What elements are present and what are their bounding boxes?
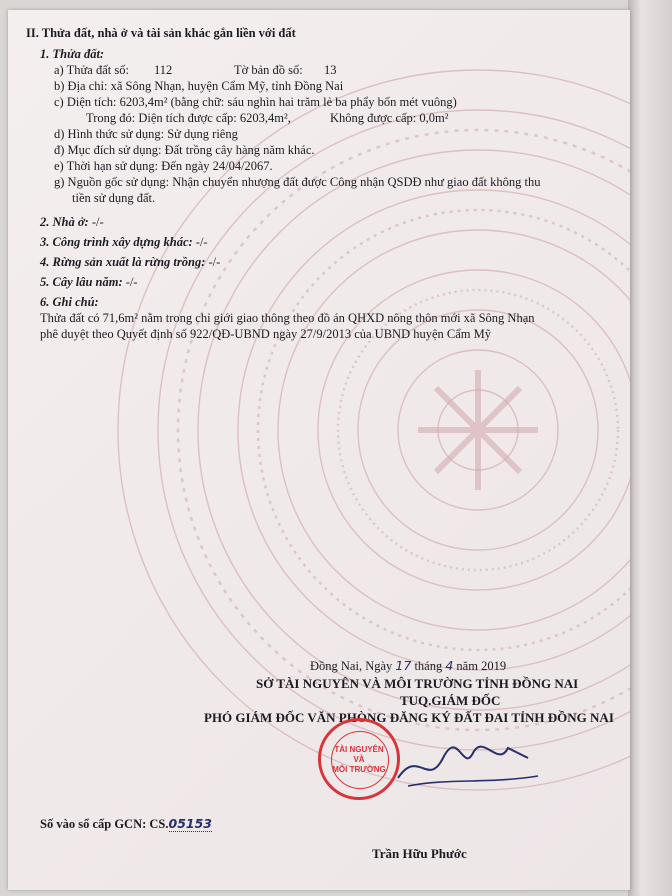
- section-title: II. Thửa đất, nhà ở và tài sản khác gắn liền với đất: [26, 26, 296, 40]
- item-other-construction: 3. Công trình xây dựng khác: -/-: [40, 235, 208, 249]
- notes-line-1: Thửa đất có 71,6m² nằm trong chỉ giới giao thông theo đồ án QHXD nông thôn mới xã Sông Nhạn: [40, 311, 535, 325]
- authorization-role: TUQ.GIÁM ĐỐC: [400, 693, 501, 708]
- signature-scribble-icon: [388, 728, 548, 798]
- map-sheet-label: Tờ bản đồ số:: [234, 63, 303, 77]
- issuing-org: SỞ TÀI NGUYÊN VÀ MÔI TRƯỜNG TỈNH ĐỒNG NAI: [256, 676, 579, 691]
- item-planted-forest: 4. Rừng sản xuất là rừng trồng: -/-: [40, 255, 221, 269]
- registry-number: Số vào sổ cấp GCN: CS.05153: [40, 816, 212, 831]
- origin-line-1: g) Nguồn gốc sử dụng: Nhận chuyển nhượng đất được Công nhận QSDĐ như giao đất không thu: [54, 175, 541, 189]
- usage-purpose-line: đ) Mục đích sử dụng: Đất trồng cây hàng năm khác.: [54, 143, 315, 157]
- item-house: 2. Nhà ở: -/-: [40, 215, 104, 229]
- notes-heading: 6. Ghi chú:: [40, 295, 99, 309]
- origin-line-2: tiền sử dụng đất.: [72, 191, 156, 205]
- map-sheet-value: 13: [324, 63, 337, 77]
- parcel-number-value: 112: [154, 63, 173, 77]
- usage-term-line: e) Thời hạn sử dụng: Đến ngày 24/04/2067.: [54, 159, 273, 173]
- official-seal-icon: TÀI NGUYÊN VÀ MÔI TRƯỜNG: [318, 718, 400, 800]
- item-perennial-trees: 5. Cây lâu năm: -/-: [40, 275, 138, 289]
- address-line: b) Địa chỉ: xã Sông Nhạn, huyện Cẩm Mỹ, tỉnh Đồng Nai: [54, 79, 344, 93]
- issue-date: Đồng Nai, Ngày 17 tháng 4 năm 2019: [310, 658, 507, 673]
- signer-name: Trần Hữu Phước: [372, 846, 467, 861]
- granted-area: Trong đó: Diện tích được cấp: 6203,4m²,: [86, 111, 291, 125]
- certificate-page: [8, 10, 630, 890]
- notes-line-2: phê duyệt theo Quyết định số 922/QĐ-UBND ngày 27/9/2013 của UBND huyện Cẩm Mỹ: [40, 327, 491, 341]
- deputy-role: PHÓ GIÁM ĐỐC VĂN PHÒNG ĐĂNG KÝ ĐẤT ĐAI TỈNH ĐỒNG NAI: [204, 710, 614, 725]
- parcel-number-label: a) Thửa đất số:: [54, 63, 129, 77]
- usage-form-line: d) Hình thức sử dụng: Sử dụng riêng: [54, 127, 238, 141]
- not-granted-area: Không được cấp: 0,0m²: [330, 111, 449, 125]
- page-edge: [628, 0, 672, 896]
- area-line: c) Diện tích: 6203,4m² (bằng chữ: sáu nghìn hai trăm lẻ ba phẩy bốn mét vuông): [54, 95, 457, 109]
- land-heading: 1. Thửa đất:: [40, 47, 105, 61]
